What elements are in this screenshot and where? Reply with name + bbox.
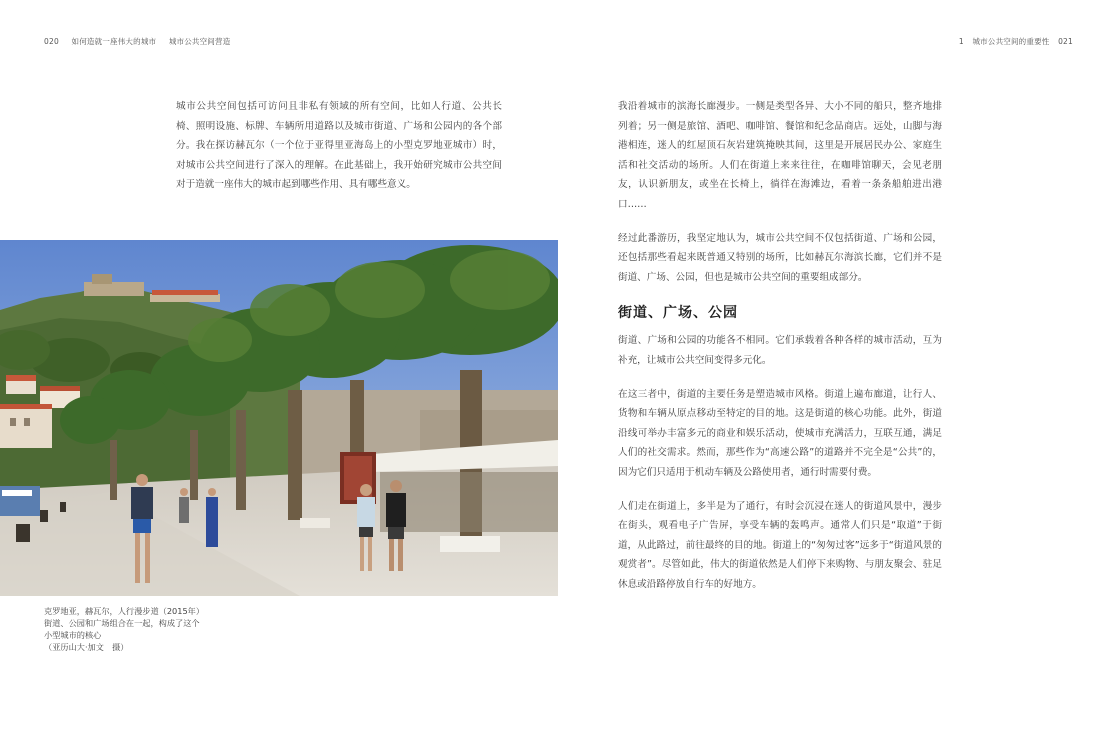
caption-line: （亚历山大·加文 摄） — [44, 642, 129, 652]
right-column — [618, 97, 942, 608]
running-head-left — [44, 36, 230, 47]
chapter-number: 1 — [958, 37, 964, 46]
hvar-promenade-photo — [0, 240, 558, 596]
section-heading: 街道、广场、公园 — [618, 305, 738, 322]
page-number-right: 021 — [1058, 37, 1073, 46]
running-head-right — [959, 36, 1073, 47]
paragraph: 在这三者中，街道的主要任务是塑造城市风格。街道上遍布廊道，让行人、货物和车辆从原点移动至特定的目的地。这是街道的核心功能。此外，街道沿线可举办丰富多元的商业和娱乐活动，使城市充满活力，互联互通，满足人们的社交需求。然而，那些作为“高速公路”的道路并不完全是“公共”的，因为它们只适用于机动车辆及公路使用者，通行时需要付费。 — [618, 388, 942, 478]
paragraph: 街道、广场和公园的功能各不相同。它们承载着各种各样的城市活动，互为补充，让城市公共空间变得多元化。 — [618, 335, 942, 366]
chapter-title: 城市公共空间的重要性 — [972, 37, 1050, 46]
caption-line: 小型城市的核心 — [44, 630, 102, 640]
photo-caption — [44, 605, 284, 653]
book-subtitle: 城市公共空间营造 — [168, 37, 231, 46]
caption-line: 街道、公园和广场组合在一起，构成了这个 — [44, 618, 200, 628]
paragraph: 人们走在街道上，多半是为了通行，有时会沉浸在迷人的街道风景中，漫步在街头，观看电子广告屏，享受车辆的轰鸣声。通常人们只是“取道”于街道，从此路过，前往最终的目的地。街道上的“匆匆过客”远多于“街道风景的观赏者”。尽管如此，伟大的街道依然是人们停下来购物、与朋友聚会、驻足休息或沿路停放自行车的好地方。 — [618, 500, 942, 590]
paragraph: 我沿着城市的滨海长廊漫步。一侧是类型各异、大小不同的船只，整齐地排列着；另一侧是旅馆、酒吧、咖啡馆、餐馆和纪念品商店。远处，山脚与海港相连，迷人的红屋顶石灰岩建筑掩映其间，这里是开展居民办公、家庭生活和社交活动的场所。人们在街道上来来往往，在咖啡馆聊天，会见老朋友，认识新朋友，或坐在长椅上，徜徉在海滩边，看着一条条船舶进出港口…… — [618, 101, 942, 210]
page-number-left: 020 — [44, 37, 59, 46]
intro-paragraph: 城市公共空间包括可访问且非私有领域的所有空间，比如人行道、公共长椅、照明设施、标牌、车辆所用道路以及城市街道、广场和公园内的各个部分。我在探访赫瓦尔（一个位于亚得里亚海岛上的小型克罗地亚城市）时，对城市公共空间进行了深入的理解。在此基础上，我开始研究城市公共空间对于造就一座伟大的城市起到哪些作用、具有哪些意义。 — [176, 101, 502, 191]
paragraph: 经过此番游历，我坚定地认为，城市公共空间不仅包括街道、广场和公园，还包括那些看起来既普通又特别的场所，比如赫瓦尔海滨长廊，它们并不是街道、广场、公园，但也是城市公共空间的重要组成部分。 — [618, 232, 942, 283]
book-title: 如何造就一座伟大的城市 — [71, 37, 157, 46]
caption-line: 克罗地亚，赫瓦尔，人行漫步道（2015年） — [44, 606, 205, 616]
